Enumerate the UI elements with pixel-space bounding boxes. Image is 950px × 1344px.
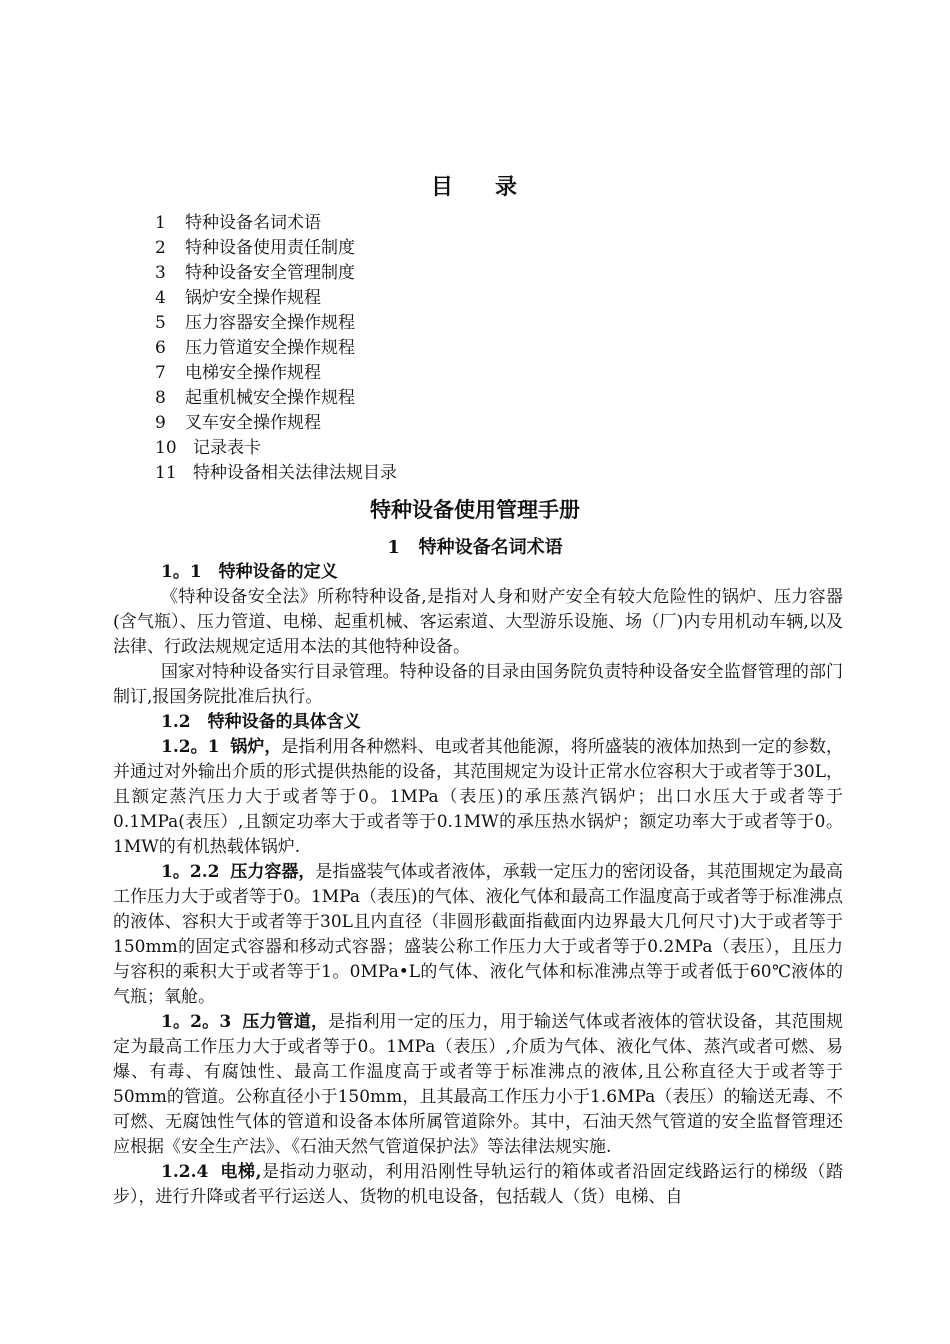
toc-item-label: 特种设备名词术语 (185, 213, 321, 233)
chapter-label: 特种设备名词术语 (418, 537, 563, 558)
toc-item[interactable] (155, 286, 397, 311)
definition-text: 是指利用一定的压力，用于输送气体或者液体的管状设备，其范围规定为最高工作压力大于或者等于0。1MPa（表压）,介质为气体、液化气体、蒸汽或者可燃、易爆、有毒、有腐蚀性、最高工作温度高于或者等于标准沸点的液体,且公称直径大于或者等于50mm的管道。公称直径小于150mm，且其最高工作压力小于1.6MPa（表压）的输送无毒、不可燃、无腐蚀性气体的管道和设备本体所属管道除外。其中，石油天然气管道的安全监督管理还应根据《安全生产法》、《石油天然气管道保护法》等法律法规实施. (113, 1012, 844, 1157)
toc-item[interactable] (155, 336, 397, 361)
clause-number: 1.2.4 (161, 1162, 209, 1182)
definition-paragraph (113, 735, 843, 860)
defined-term: 电梯, (220, 1162, 262, 1182)
toc-item[interactable] (155, 211, 397, 236)
paragraph: 国家对特种设备实行目录管理。特种设备的目录由国务院负责特种设备安全监督管理的部门制订,报国务院批准后执行。 (113, 662, 843, 707)
section-heading: 1.2 特种设备的具体含义 (161, 712, 361, 732)
toc-item-number: 9 (155, 413, 166, 433)
toc-item-label: 电梯安全操作规程 (185, 363, 321, 383)
toc-item-label: 锅炉安全操作规程 (185, 288, 321, 308)
toc-item-label: 起重机械安全操作规程 (185, 388, 355, 408)
toc-item-label: 特种设备安全管理制度 (185, 263, 355, 283)
toc-item[interactable] (155, 411, 397, 436)
toc-item-number: 2 (155, 238, 166, 258)
toc-item-number: 6 (155, 338, 166, 358)
definition-paragraph (113, 1010, 843, 1160)
clause-number: 1.2。1 (161, 737, 220, 757)
defined-term: 压力管道， (242, 1012, 329, 1032)
toc-item-label: 特种设备相关法律法规目录 (193, 463, 397, 483)
toc-item-number: 1 (155, 213, 166, 233)
toc-item[interactable] (155, 361, 397, 386)
definition-text: 是指利用各种燃料、电或者其他能源，将所盛装的液体加热到一定的参数，并通过对外输出介质的形式提供热能的设备，其范围规定为设计正常水位容积大于或者等于30L，且额定蒸汽压力大于或者等于0。1MPa（表压)的承压蒸汽锅炉；出口水压大于或者等于0.1MPa(表压）,且额定功率大于或者等于0.1MW的承压热水锅炉；额定功率大于或者等于0。1MW的有机热载体锅炉. (113, 737, 844, 857)
definition-text: 是指盛装气体或者液体，承载一定压力的密闭设备，其范围规定为最高工作压力大于或者等于0。1MPa（表压)的气体、液化气体和最高工作温度高于或者等于标准沸点的液体、容积大于或者等于30L且内直径（非圆形截面指截面内边界最大几何尺寸)大于或者等于150mm的固定式容器和移动式容器；盛装公称工作压力大于或者等于0.2MPa（表压），且压力与容积的乘积大于或者等于1。0MPa•L的气体、液化气体和标准沸点等于或者低于60℃液体的气瓶；氧舱。 (113, 862, 844, 1007)
toc-item-label: 记录表卡 (193, 438, 261, 458)
toc-item-number: 11 (155, 463, 177, 483)
defined-term: 锅炉， (230, 737, 282, 757)
chapter-title (0, 533, 950, 559)
toc-item-number: 3 (155, 263, 166, 283)
paragraph: 《特种设备安全法》所称特种设备,是指对人身和财产安全有较大危险性的锅炉、压力容器(含气瓶）、压力管道、电梯、起重机械、客运索道、大型游乐设施、场（厂)内专用机动车辆,以及法律、行政法规规定适用本法的其他特种设备。 (113, 587, 843, 657)
toc-item-label: 叉车安全操作规程 (185, 413, 321, 433)
toc-item[interactable] (155, 236, 397, 261)
toc-item-number: 10 (155, 438, 177, 458)
toc-item[interactable] (155, 261, 397, 286)
toc-item[interactable] (155, 436, 397, 461)
toc-item[interactable] (155, 311, 397, 336)
section-heading: 1。1 特种设备的定义 (161, 562, 338, 582)
defined-term: 压力容器， (230, 862, 316, 882)
toc-item-number: 8 (155, 388, 166, 408)
clause-number: 1。2。3 (161, 1012, 232, 1032)
manual-title: 特种设备使用管理手册 (370, 497, 580, 522)
toc-title: 目 录 (430, 174, 520, 200)
definition-paragraph (113, 860, 843, 1010)
toc-item-number: 5 (155, 313, 166, 333)
toc-item-label: 压力容器安全操作规程 (185, 313, 355, 333)
toc-item[interactable] (155, 461, 397, 486)
toc-item-number: 7 (155, 363, 166, 383)
table-of-contents (155, 211, 397, 486)
toc-item-label: 压力管道安全操作规程 (185, 338, 355, 358)
clause-number: 1。2.2 (161, 862, 220, 882)
toc-item[interactable] (155, 386, 397, 411)
chapter-number: 1 (387, 537, 400, 558)
definition-text: 是指动力驱动，利用沿刚性导轨运行的箱体或者沿固定线路运行的梯级（踏步），进行升降或者平行运送人、货物的机电设备，包括载人（货）电梯、自 (113, 1162, 844, 1207)
toc-item-number: 4 (155, 288, 166, 308)
toc-item-label: 特种设备使用责任制度 (185, 238, 355, 258)
definition-paragraph (113, 1160, 843, 1210)
document-body (113, 560, 843, 1210)
